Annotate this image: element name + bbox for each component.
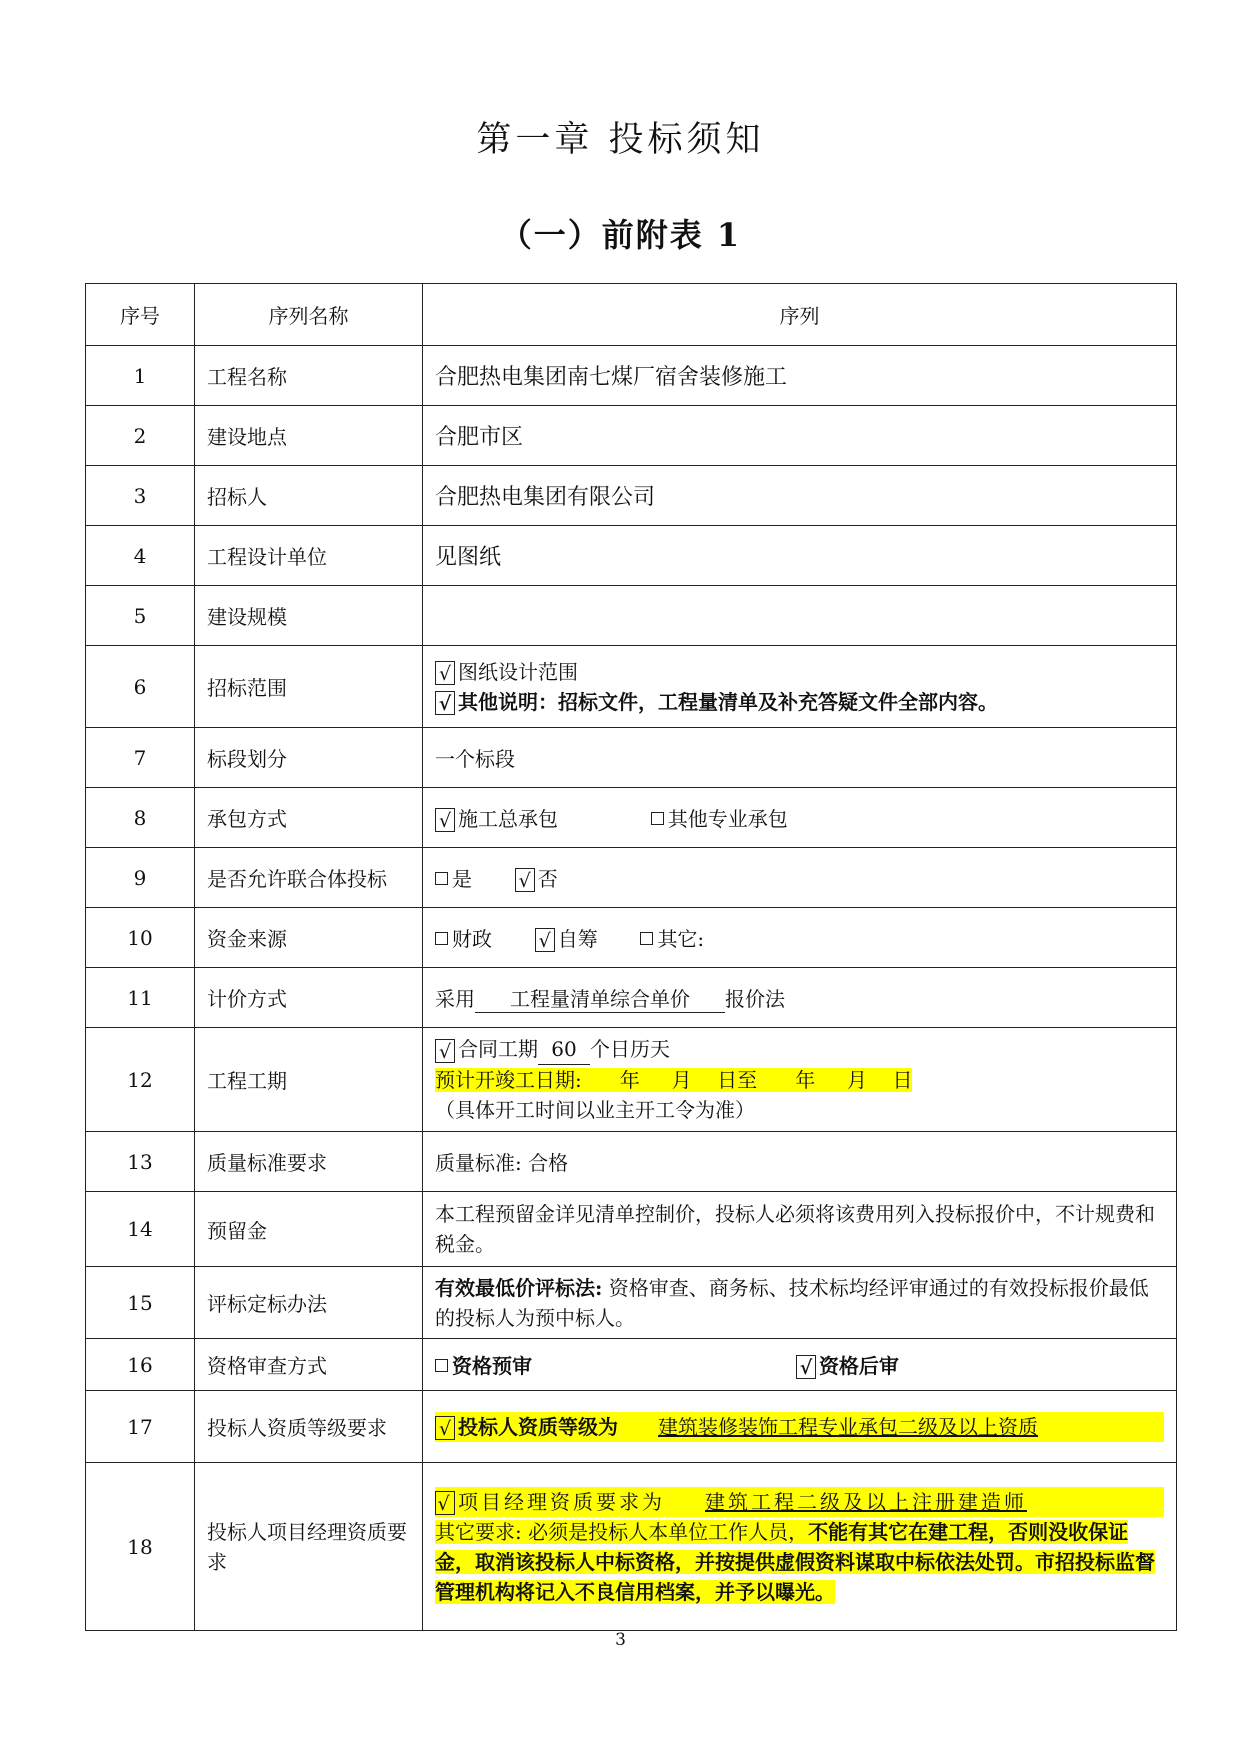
row-number: 12 [86,1028,195,1132]
row-number: 16 [86,1339,195,1391]
header-value: 序列 [423,284,1177,346]
row-number: 14 [86,1192,195,1267]
row-name: 投标人项目经理资质要求 [195,1463,423,1631]
row-name: 资格审查方式 [195,1339,423,1391]
duration-prefix: 合同工期 [458,1037,538,1061]
table-row [86,1267,1177,1339]
row-number: 10 [86,908,195,968]
table-row [86,908,1177,968]
unchecked-checkbox[interactable] [651,812,664,825]
checked-checkbox[interactable]: √ [435,691,455,715]
evaluation-description: 资格审查、商务标、技术标均经评审通过的有效投标报价最低的投标人为预中标人。 [435,1275,1149,1330]
row-name: 计价方式 [195,968,423,1028]
row-name: 是否允许联合体投标 [195,848,423,908]
start-note: （具体开工时间以业主开工令为准） [435,1098,755,1122]
table-row [86,1339,1177,1391]
option-label: 是 [452,866,472,891]
unchecked-checkbox[interactable] [435,932,448,945]
checked-checkbox[interactable]: √ [435,1039,455,1063]
checked-checkbox[interactable]: √ [435,661,455,685]
checked-checkbox[interactable]: √ [796,1355,816,1379]
table-row [86,406,1177,466]
row-name: 建设地点 [195,406,423,466]
row-number: 5 [86,586,195,646]
row-name: 招标范围 [195,646,423,728]
row-number: 6 [86,646,195,728]
row-name: 投标人资质等级要求 [195,1391,423,1463]
row-value [423,586,1177,646]
row-name: 招标人 [195,466,423,526]
option-label: 其他说明：招标文件，工程量清单及补充答疑文件全部内容。 [458,689,998,714]
row-name: 预留金 [195,1192,423,1267]
row-number: 13 [86,1132,195,1192]
checked-checkbox[interactable]: √ [435,808,455,832]
row-value: 合肥热电集团有限公司 [423,466,1177,526]
row-number: 4 [86,526,195,586]
table-row [86,466,1177,526]
row-value: 见图纸 [423,526,1177,586]
row-number: 17 [86,1391,195,1463]
unchecked-checkbox[interactable] [435,1359,448,1372]
checked-checkbox[interactable]: √ [515,868,535,892]
unchecked-checkbox[interactable] [640,932,653,945]
pricing-method: 工程量清单综合单价 [475,983,725,1013]
row-number: 18 [86,1463,195,1631]
option-label: 施工总承包 [458,806,558,831]
table-row [86,1463,1177,1631]
qualification-label: 投标人资质等级为 [458,1414,618,1439]
pricing-suffix: 报价法 [725,986,785,1011]
row-value: 质量标准: 合格 [423,1132,1177,1192]
duration-days: 60 [538,1034,590,1065]
option-label: 其他专业承包 [667,806,788,831]
row-value: 本工程预留金详见清单控制价，投标人必须将该费用列入投标报价中，不计规费和税金。 [423,1192,1177,1267]
appendix-table [85,283,1177,1631]
row-name: 建设规模 [195,586,423,646]
row-number: 1 [86,346,195,406]
option-label: 财政 [452,926,492,951]
table-row [86,1391,1177,1463]
row-value: 合肥市区 [423,406,1177,466]
table-row [86,346,1177,406]
page-number: 3 [615,1630,626,1650]
row-number: 11 [86,968,195,1028]
table-row [86,968,1177,1028]
table-row [86,526,1177,586]
table-row [86,646,1177,728]
duration-suffix: 个日历天 [590,1037,670,1061]
option-label: 其它: [657,926,705,951]
table-title: （一）前附表 1 [499,216,742,254]
row-name: 质量标准要求 [195,1132,423,1192]
header-name: 序列名称 [195,284,423,346]
evaluation-method: 有效最低价评标法: [435,1275,603,1300]
checked-checkbox[interactable]: √ [435,1416,455,1440]
option-label: 否 [537,866,558,891]
header-number: 序号 [86,284,195,346]
row-value: 合肥热电集团南七煤厂宿舍装修施工 [423,346,1177,406]
option-label: 资格预审 [452,1353,532,1378]
qualification-value: 建筑装修装饰工程专业承包二级及以上资质 [658,1414,1038,1439]
pricing-prefix: 采用 [435,986,475,1011]
row-name: 承包方式 [195,788,423,848]
row-name: 资金来源 [195,908,423,968]
table-header-row [86,284,1177,346]
row-number: 2 [86,406,195,466]
row-name: 评标定标办法 [195,1267,423,1339]
checked-checkbox[interactable]: √ [435,1491,455,1515]
table-row [86,586,1177,646]
chapter-title: 第一章 投标须知 [476,120,765,160]
row-number: 9 [86,848,195,908]
manager-requirement-value: 建筑工程二级及以上注册建造师 [705,1489,1027,1514]
row-name: 工程名称 [195,346,423,406]
table-row [86,1132,1177,1192]
table-row [86,788,1177,848]
manager-requirement-label: 项目经理资质要求为 [458,1489,665,1514]
row-name: 工程工期 [195,1028,423,1132]
table-row [86,728,1177,788]
checked-checkbox[interactable]: √ [535,928,555,952]
other-requirements: 其它要求: 必须是投标人本单位工作人员， [435,1519,809,1544]
row-number: 8 [86,788,195,848]
table-row [86,848,1177,908]
other-requirements-bold: 不能有其它在建工程，否则没收保证金，取消该投标人中标资格，并按提供虚假资料谋取中标依法处罚。市招投标监督管理机构将记入不良信用档案，并予以曝光。 [435,1519,1155,1604]
row-name: 标段划分 [195,728,423,788]
row-number: 3 [86,466,195,526]
option-label: 自筹 [557,926,598,951]
option-label: 资格后审 [818,1353,899,1378]
table-row [86,1028,1177,1132]
unchecked-checkbox[interactable] [435,872,448,885]
row-number: 15 [86,1267,195,1339]
row-value: 一个标段 [423,728,1177,788]
row-name: 工程设计单位 [195,526,423,586]
planned-dates: 预计开竣工日期: 年 月 日至 年 月 日 [435,1068,913,1092]
option-label: 图纸设计范围 [458,659,578,684]
row-number: 7 [86,728,195,788]
table-row [86,1192,1177,1267]
